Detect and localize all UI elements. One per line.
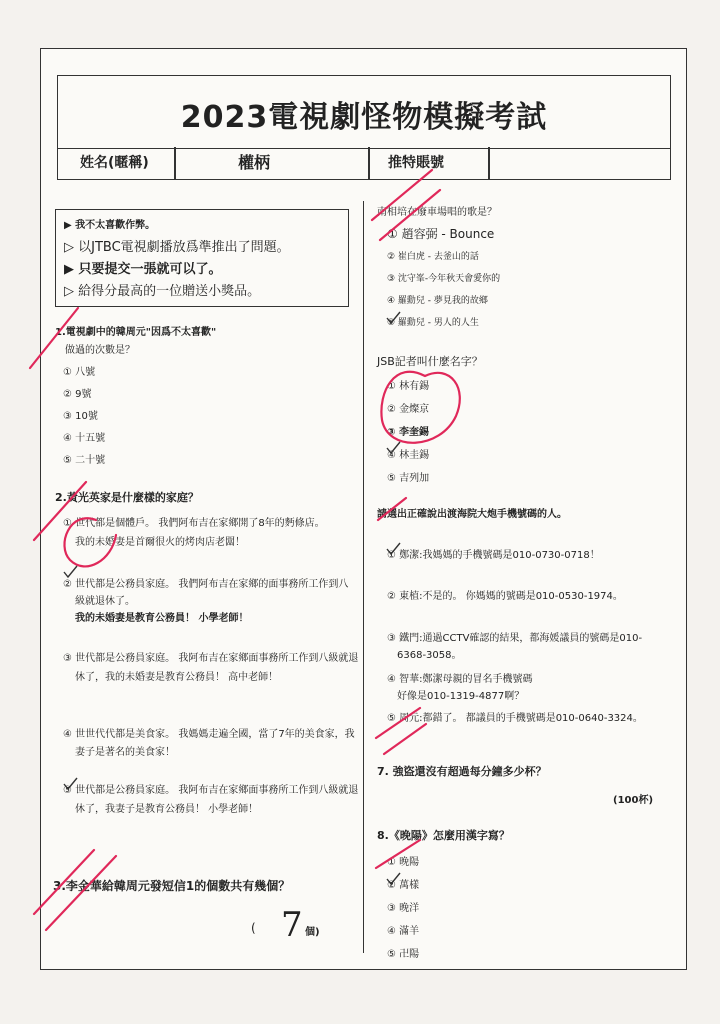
- notice-line-4: ▷ 給得分最高的一位贈送小獎品。: [64, 284, 261, 299]
- notice-line-3: ▶ 只要提交一張就可以了。: [64, 262, 222, 277]
- divider: [368, 147, 370, 179]
- q3-paren-open: (: [251, 921, 256, 935]
- q2-option-1a: ① 世代都是個體戶。 我們阿布吉在家鄉開了8年的麪條店。: [63, 518, 325, 529]
- q1-option-1: ① 八號: [63, 367, 96, 378]
- name-label: 姓名(暱稱): [80, 155, 149, 171]
- q1-title: 1.電視劇中的韓周元"因爲不太喜歡": [55, 327, 217, 338]
- q8-option-1: ① 晚陽: [387, 857, 420, 868]
- q4-option-3: ③ 沈守峯-今年秋天會愛你的: [387, 274, 501, 284]
- q1-title-2: 做過的次數是？: [65, 345, 135, 356]
- q3-handwritten-answer: 7: [281, 905, 303, 945]
- twitter-label: 推特賬號: [388, 155, 444, 171]
- q1-option-5: ⑤ 二十號: [63, 455, 106, 466]
- q2-option-1b: 我的未婚妻是首爾很火的烤肉店老闆！: [75, 537, 245, 548]
- q6-option-3b: 6368-3058。: [397, 650, 462, 661]
- q2-title: 2.黃光英家是什麼樣的家庭？: [55, 491, 199, 504]
- q6-option-2: ② 東植:不是的。 你媽媽的號碼是010-0530-1974。: [387, 591, 623, 602]
- divider: [488, 147, 490, 179]
- q5-option-4: ④ 林圭錫: [387, 450, 430, 461]
- q6-option-4b: 好像是010-1319-4877啊？: [397, 691, 525, 702]
- q7-title: 7. 強盜還沒有超過每分鐘多少杯？: [377, 765, 547, 778]
- name-value: 權柄: [238, 153, 271, 172]
- q4-option-5: ⑤ 羅勳兒 - 男人的人生: [387, 318, 479, 328]
- q8-option-2: ② 萬樣: [387, 880, 420, 891]
- notice-line-1: ▶ 我不太喜歡作弊。: [64, 220, 156, 231]
- q5-option-3: ③ 李奎錫: [387, 427, 429, 438]
- q5-option-1: ① 林有錫: [387, 381, 430, 392]
- notice-box: [55, 209, 349, 307]
- q2-option-4b: 妻子是著名的美食家！: [75, 747, 175, 758]
- notice-line-2: ▷ 以JTBC電視劇播放爲準推出了問題。: [64, 240, 290, 255]
- q1-option-3: ③ 10號: [63, 411, 98, 422]
- divider: [174, 147, 176, 179]
- q8-option-3: ③ 晚洋: [387, 903, 420, 914]
- q1-option-4: ④ 十五號: [63, 433, 106, 444]
- exam-title: 2023電視劇怪物模擬考試: [180, 100, 548, 135]
- q2-option-2b: 級就退休了。: [75, 596, 135, 607]
- q4-option-1: ① 趙容弼 - Bounce: [387, 227, 495, 241]
- q2-option-5b: 休了，我妻子是教育公務員！ 小學老師！: [75, 804, 259, 815]
- q2-option-4a: ④ 世世代代都是美食家。 我媽媽走遍全國，當了7年的美食家，我: [63, 729, 355, 740]
- q8-option-4: ④ 滿羊: [387, 926, 420, 937]
- q1-option-2: ② 9號: [63, 389, 92, 400]
- q8-title: 8.《晚陽》怎麼用漢字寫？: [377, 829, 510, 842]
- q5-option-2: ② 金燦京: [387, 404, 430, 415]
- q2-option-2c: 我的未婚妻是教育公務員！ 小學老師！: [75, 613, 249, 624]
- q6-option-3a: ③ 鐵門:通過CCTV確認的結果，都海媛議員的號碼是010-: [387, 633, 643, 644]
- q4-option-4: ④ 羅勳兒 - 夢見我的故鄉: [387, 296, 488, 306]
- q6-option-1: ① 鄭潔:我媽媽的手機號碼是010-0730-0718！: [387, 550, 600, 561]
- q2-option-5a: ⑤ 世代都是公務員家庭。 我阿布吉在家鄉面事務所工作到八級就退: [63, 785, 359, 796]
- q3-unit: 個): [305, 927, 320, 938]
- q2-option-2a: ② 世代都是公務員家庭。 我們阿布吉在家鄉的面事務所工作到八: [63, 579, 349, 590]
- q6-option-5: ⑤ 周元:都錯了。 都議員的手機號碼是010-0640-3324。: [387, 713, 643, 724]
- q2-option-3a: ③ 世代都是公務員家庭。 我阿布吉在家鄉面事務所工作到八級就退: [63, 653, 359, 664]
- title-box: [57, 75, 671, 149]
- name-row: [57, 147, 671, 180]
- q4-option-2: ② 崔白虎 - 去釜山的話: [387, 252, 479, 262]
- column-divider: [363, 201, 364, 953]
- q7-answer: (100杯): [613, 795, 654, 806]
- q2-option-3b: 休了，我的未婚妻是教育公務員！ 高中老師！: [75, 672, 279, 683]
- q6-option-4a: ④ 智華:鄭潔母親的冒名手機號碼: [387, 674, 533, 685]
- exam-sheet: [40, 48, 687, 970]
- q5-title: JSB記者叫什麼名字？: [377, 355, 483, 368]
- q6-title: 請選出正確說出渡海院大炮手機號碼的人。: [377, 509, 567, 520]
- q8-option-5: ⑤ 卍陽: [387, 949, 420, 960]
- q4-title: 南相培在廢車場唱的歌是？: [377, 207, 497, 218]
- q3-title: 3.李金華給韓周元發短信1的個數共有幾個？: [53, 879, 291, 893]
- q5-option-5: ⑤ 吉列加: [387, 473, 430, 484]
